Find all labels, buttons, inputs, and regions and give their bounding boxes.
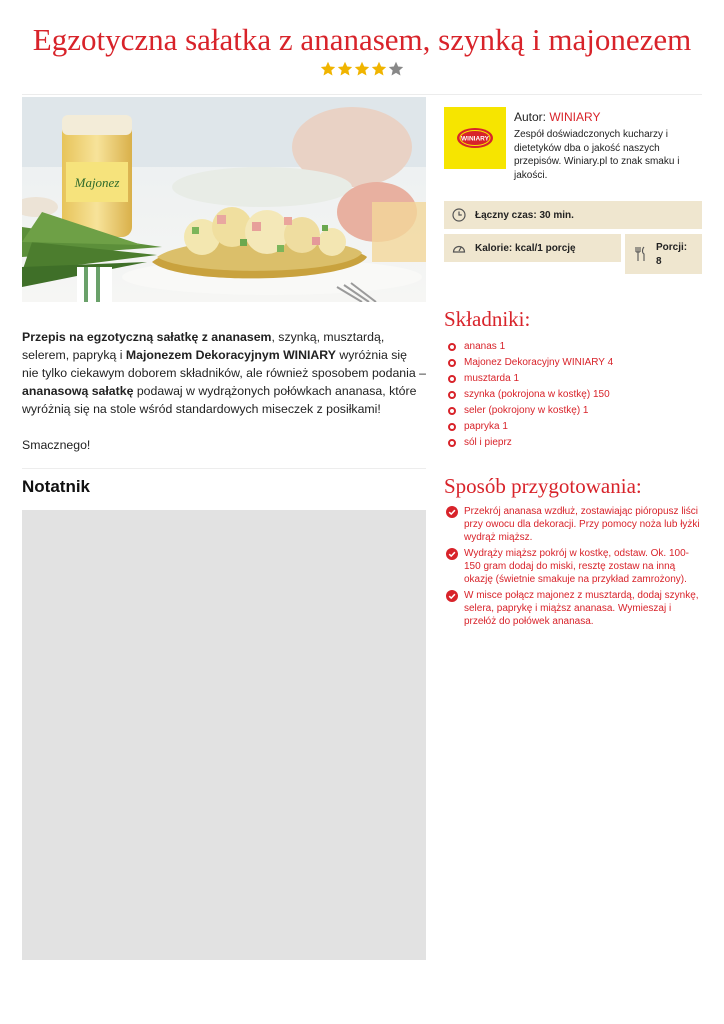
description-text: , szynką, musztardą, selerem, papryką i — [22, 330, 385, 362]
top-divider — [22, 94, 702, 95]
servings — [656, 241, 687, 269]
star-empty-icon[interactable] — [388, 61, 404, 77]
step-item — [446, 547, 702, 586]
ingredient-item — [448, 420, 613, 436]
bullet-icon — [448, 375, 456, 383]
servings-value: 8 — [656, 256, 662, 267]
star-icon[interactable] — [337, 61, 353, 77]
ingredient-text: ananas 1 — [464, 341, 506, 352]
total-time: Łączny czas: 30 min. — [475, 210, 574, 221]
description-paragraph — [22, 328, 426, 418]
author-name-link[interactable]: WINIARY — [549, 110, 601, 124]
ingredient-text: sól i pieprz — [464, 437, 512, 448]
winiary-logo-icon — [456, 127, 494, 149]
total-time-box — [444, 201, 702, 229]
ingredient-item — [448, 372, 613, 388]
description-bold-text: Majonezem Dekoracyjnym WINIARY — [125, 348, 336, 362]
servings-label: Porcji: — [656, 242, 688, 253]
ingredients-list — [448, 340, 613, 452]
calories: Kalorie: kcal/1 porcję — [475, 243, 576, 254]
recipe-description — [22, 328, 426, 454]
preparation-title: Sposób przygotowania: — [444, 474, 642, 498]
recipe-photo — [22, 97, 426, 302]
bullet-icon — [448, 391, 456, 399]
check-circle-icon — [446, 548, 458, 560]
ingredient-text: Majonez Dekoracyjny WINIARY 4 — [464, 357, 614, 368]
ingredient-text: seler (pokrojony w kostkę) 1 — [464, 405, 589, 416]
step-item — [446, 589, 702, 628]
servings-box — [625, 234, 702, 274]
step-item — [446, 505, 702, 544]
author-label: Autor: — [514, 110, 550, 124]
star-icon[interactable] — [371, 61, 387, 77]
description-text: wyróżnia się nie tylko ciekawym doborem składników, ale również sposobem podania – — [22, 348, 426, 380]
description-text: podawaj w wydrążonych połówkach ananasa, które wyróżnią się na stole wśród standardowych miseczek z posiłkami! — [22, 384, 417, 416]
bullet-icon — [448, 407, 456, 415]
clock-icon — [452, 208, 466, 222]
step-text: W misce połącz majonez z musztardą, dodaj szynkę, selera, paprykę i miąższ ananasa. Wymieszaj i przełóż do połówek ananasa. — [464, 590, 699, 627]
svg-text:Majonez: Majonez — [74, 175, 120, 190]
author-logo — [444, 107, 506, 169]
bullet-icon — [448, 423, 456, 431]
ingredient-item — [448, 404, 613, 420]
star-icon[interactable] — [354, 61, 370, 77]
bullet-icon — [448, 439, 456, 447]
author-line — [514, 110, 600, 124]
logo-text: WINIARY — [461, 135, 489, 143]
ingredient-item — [448, 436, 613, 452]
notes-title: Notatnik — [22, 477, 90, 496]
ingredient-item — [448, 388, 613, 404]
ingredient-text: musztarda 1 — [464, 373, 520, 384]
preparation-steps — [446, 505, 702, 631]
rating-stars[interactable] — [0, 61, 724, 82]
description-bold-text: Przepis na egzotyczną sałatkę z ananasem — [22, 330, 272, 344]
bullet-icon — [448, 359, 456, 367]
cutlery-icon — [634, 246, 646, 262]
author-description: Zespół doświadczonych kucharzy i dietetyków dba o jakość naszych przepisów. Winiary.pl to znak smaku i jakości. — [514, 129, 680, 181]
star-icon[interactable] — [320, 61, 336, 77]
content-divider — [22, 468, 426, 469]
notes-area[interactable] — [22, 510, 426, 960]
description-bold-text: ananasową sałatkę — [22, 384, 134, 398]
gauge-icon — [452, 241, 466, 255]
ingredient-text: szynka (pokrojona w kostkę) 150 — [464, 389, 610, 400]
check-circle-icon — [446, 506, 458, 518]
calories-box — [444, 234, 621, 262]
recipe-title: Egzotyczna sałatka z ananasem, szynką i majonezem — [32, 22, 692, 57]
ingredients-title: Składniki: — [444, 307, 531, 331]
ingredient-item — [448, 340, 613, 356]
bullet-icon — [448, 343, 456, 351]
check-circle-icon — [446, 590, 458, 602]
step-text: Wydrąży miąższ pokrój w kostkę, odstaw. Ok. 100-150 gram dodaj do miski, resztę zostaw na inną okazję (świetnie smakuje na przykład zamrożony). — [464, 548, 689, 585]
ingredient-text: papryka 1 — [464, 421, 508, 432]
description-closing: Smacznego! — [22, 438, 91, 452]
step-text: Przekrój ananasa wzdłuż, zostawiając pióropusz liści przy owocu dla dekoracji. Przy pomocy noża lub łyżki wydrąż miąższ. — [464, 506, 700, 543]
ingredient-item — [448, 356, 613, 372]
